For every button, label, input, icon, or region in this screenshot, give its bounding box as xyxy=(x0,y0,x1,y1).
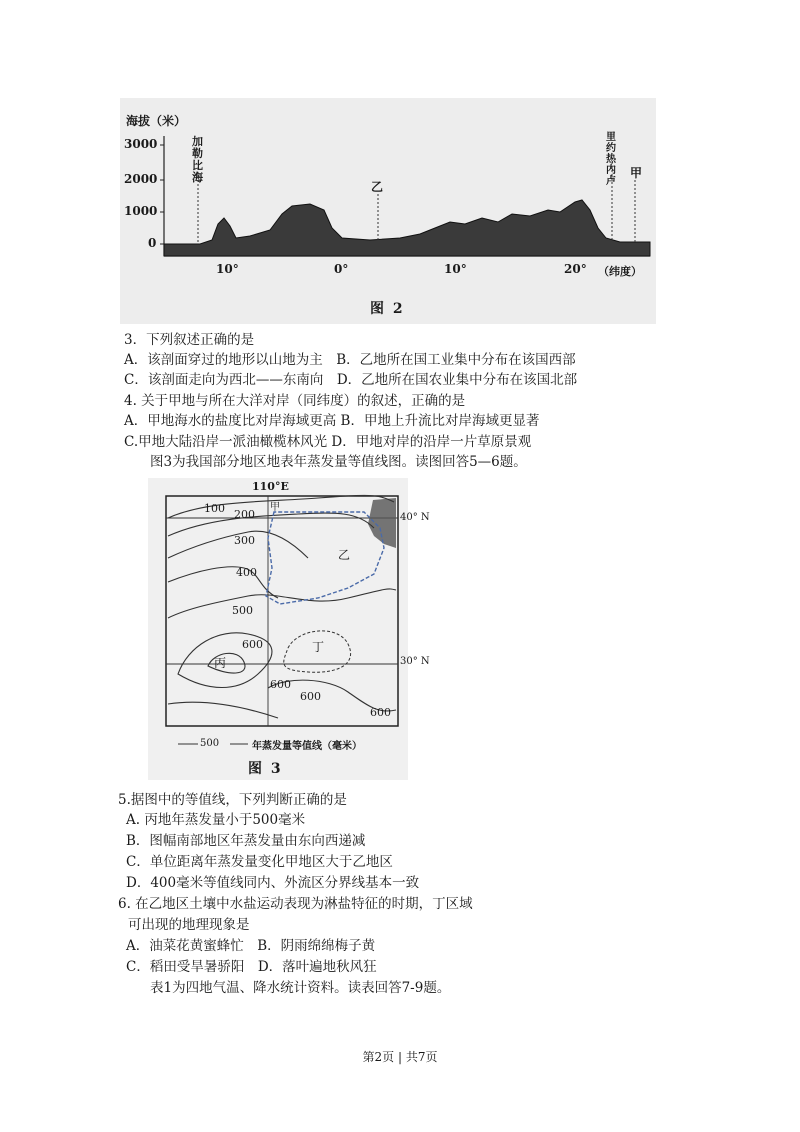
label-caribbean-sea: 加勒比海 xyxy=(192,135,203,184)
isoline-label-100: 100 xyxy=(204,502,225,515)
isoline-label-600-c: 600 xyxy=(300,690,321,703)
label-jia: 甲 xyxy=(630,166,643,180)
isoline-label-600-b: 600 xyxy=(270,678,291,691)
q6-stem-continued: 可出现的地理现象是 xyxy=(128,917,250,933)
y-tick-2000: 2000 xyxy=(124,172,158,186)
intro-q7-9: 表1为四地气温、降水统计资料。读表回答7-9题。 xyxy=(150,980,451,996)
figure-3-isoline-map xyxy=(148,478,430,780)
q6-options-cd: C．稻田受旱暑骄阳 D．落叶遍地秋风狂 xyxy=(126,959,377,975)
y-tick-0: 0 xyxy=(148,236,157,250)
q5-option-d: D．400毫米等值线同内、外流区分界线基本一致 xyxy=(126,875,420,891)
q6-options-ab: A．油菜花黄蜜蜂忙 B．阴雨绵绵梅子黄 xyxy=(126,938,376,954)
figure-2-profile xyxy=(120,98,656,324)
q3-options-ab: A．该剖面穿过的地形以山地为主 B．乙地所在国工业集中分布在该国西部 xyxy=(124,352,576,368)
isoline-label-300: 300 xyxy=(234,534,255,547)
place-label-ding: 丁 xyxy=(312,640,325,654)
q4-options-ab: A．甲地海水的盐度比对岸海域更高 B．甲地上升流比对岸海域更显著 xyxy=(124,413,540,429)
isoline-label-500: 500 xyxy=(232,604,253,617)
legend-value: 500 xyxy=(200,738,220,749)
x-tick-10-right: 10° xyxy=(444,262,467,276)
y-tick-3000: 3000 xyxy=(124,137,158,151)
q3-stem: 3．下列叙述正确的是 xyxy=(124,332,255,348)
q5-option-a: A. 丙地年蒸发量小于500毫米 xyxy=(126,812,306,828)
x-tick-0: 0° xyxy=(334,262,349,276)
y-axis-title: 海拔（米） xyxy=(126,114,187,128)
label-yi: 乙 xyxy=(371,180,384,194)
q5-option-c: C．单位距离年蒸发量变化甲地区大于乙地区 xyxy=(126,854,393,870)
place-label-bing: 丙 xyxy=(214,656,227,670)
isoline-label-600-d: 600 xyxy=(370,706,391,719)
y-tick-1000: 1000 xyxy=(124,204,158,218)
latitude-30-label: 30° N xyxy=(400,656,430,667)
latitude-40-label: 40° N xyxy=(400,512,430,523)
isoline-label-600-a: 600 xyxy=(242,638,263,651)
page-footer: 第2页 | 共7页 xyxy=(362,1050,438,1064)
isoline-svg xyxy=(148,478,408,780)
q5-option-b: B．图幅南部地区年蒸发量由东向西递减 xyxy=(126,833,366,849)
legend-text: 年蒸发量等值线（毫米） xyxy=(252,741,362,752)
longitude-label: 110°E xyxy=(252,480,289,493)
q5-stem: 5.据图中的等值线，下列判断正确的是 xyxy=(118,792,347,808)
x-unit-label: （纬度） xyxy=(598,265,642,278)
figure-2-caption: 图 2 xyxy=(370,301,405,317)
place-label-jia: 甲 xyxy=(270,502,280,513)
place-label-yi: 乙 xyxy=(338,548,351,562)
q4-stem: 4. 关于甲地与所在大洋对岸（同纬度）的叙述，正确的是 xyxy=(124,393,466,409)
q6-stem: 6. 在乙地区土壤中水盐运动表现为淋盐特征的时期，丁区域 xyxy=(118,896,473,912)
label-rio-de-janeiro: 里约热内卢 xyxy=(606,132,616,187)
x-tick-10-left: 10° xyxy=(216,262,239,276)
q4-options-cd: C.甲地大陆沿岸一派油橄榄林风光 D．甲地对岸的沿岸一片草原景观 xyxy=(124,434,532,450)
q3-options-cd: C．该剖面走向为西北——东南向 D．乙地所在国农业集中分布在该国北部 xyxy=(124,372,578,388)
isoline-label-200: 200 xyxy=(234,508,255,521)
intro-q5-6: 图3为我国部分地区地表年蒸发量等值线图。读图回答5—6题。 xyxy=(150,454,527,470)
isoline-label-400: 400 xyxy=(236,566,257,579)
x-tick-20: 20° xyxy=(564,262,587,276)
profile-svg xyxy=(120,98,656,324)
figure-3-caption: 图 3 xyxy=(248,761,283,777)
